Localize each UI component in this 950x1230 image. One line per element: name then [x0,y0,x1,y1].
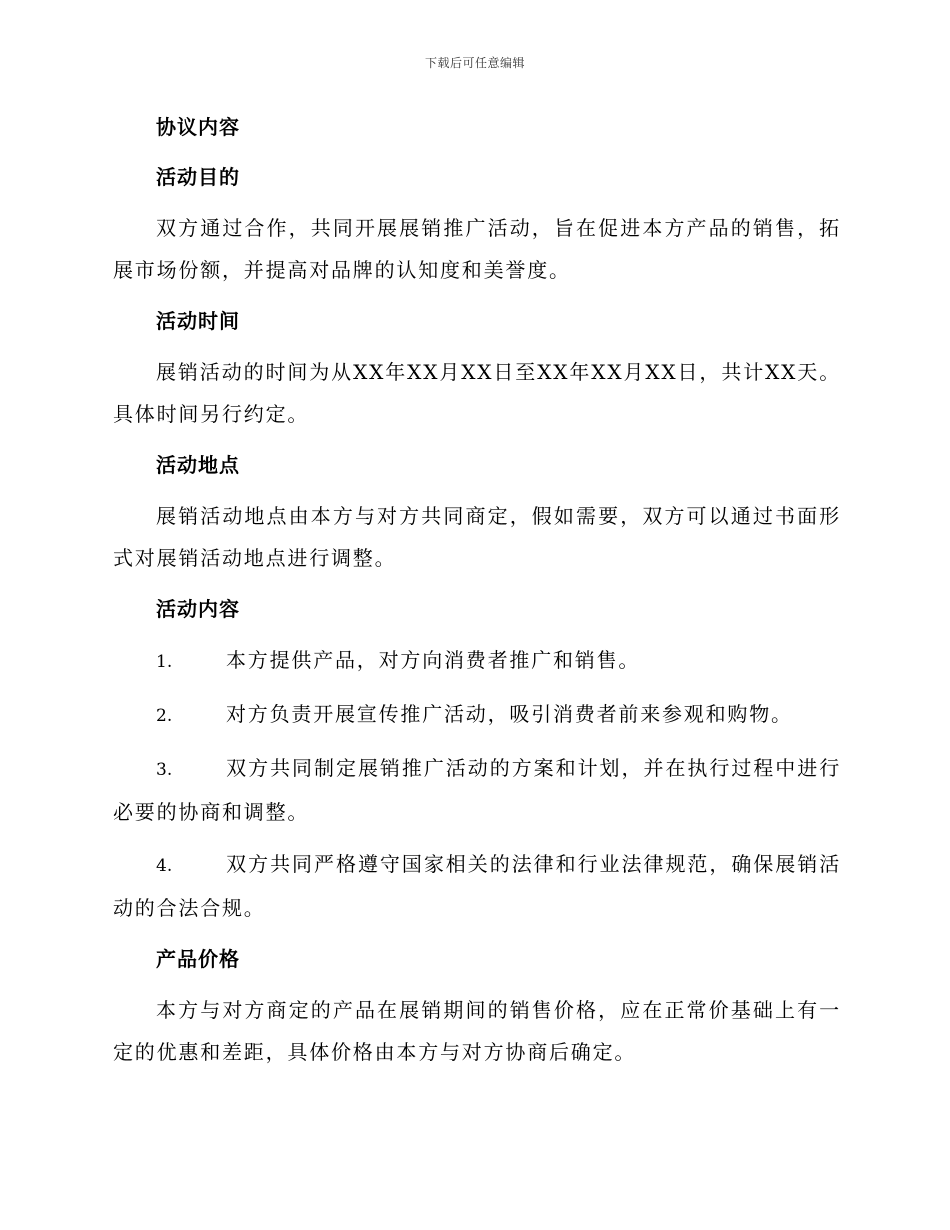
document-content [113,107,841,1083]
list-item-text: 双方共同制定展销推广活动的方案和计划，并在执行过程中进行必要的协商和调整。 [113,756,841,824]
document-title: 协议内容 [156,115,240,139]
list-item-text: 对方负责开展宣传推广活动，吸引消费者前来参观和购物。 [226,702,793,726]
list-item-text: 双方共同严格遵守国家相关的法律和行业法律规范，确保展销活动的合法合规。 [113,852,841,920]
section-body-price: 本方与对方商定的产品在展销期间的销售价格，应在正常价基础上有一定的优惠和差距，具体价格由本方与对方协商后确定。 [113,998,841,1064]
section-body-purpose: 双方通过合作，共同开展展销推广活动，旨在促进本方产品的销售，拓展市场份额，并提高对品牌的认知度和美誉度。 [113,216,841,282]
section-body-location: 展销活动地点由本方与对方共同商定，假如需要，双方可以通过书面形式对展销活动地点进行调整。 [113,504,841,570]
list-item-number: 3. [156,760,173,780]
list-item [113,843,841,929]
list-item-number: 4. [156,856,173,876]
list-item [113,693,841,737]
list-item [113,639,841,683]
section-heading-time: 活动时间 [156,309,240,333]
section-heading-purpose: 活动目的 [156,165,240,189]
list-item-number: 2. [156,706,173,726]
list-item-text: 本方提供产品，对方向消费者推广和销售。 [226,648,641,672]
list-item [113,747,841,833]
header-note: 下载后可任意编辑 [424,56,525,70]
section-heading-price: 产品价格 [156,947,240,971]
section-body-time: 展销活动的时间为从XX年XX月XX日至XX年XX月XX日，共计XX天。具体时间另行约定。 [113,360,841,426]
section-heading-location: 活动地点 [156,453,240,477]
section-heading-content: 活动内容 [156,597,240,621]
list-item-number: 1. [156,652,173,672]
